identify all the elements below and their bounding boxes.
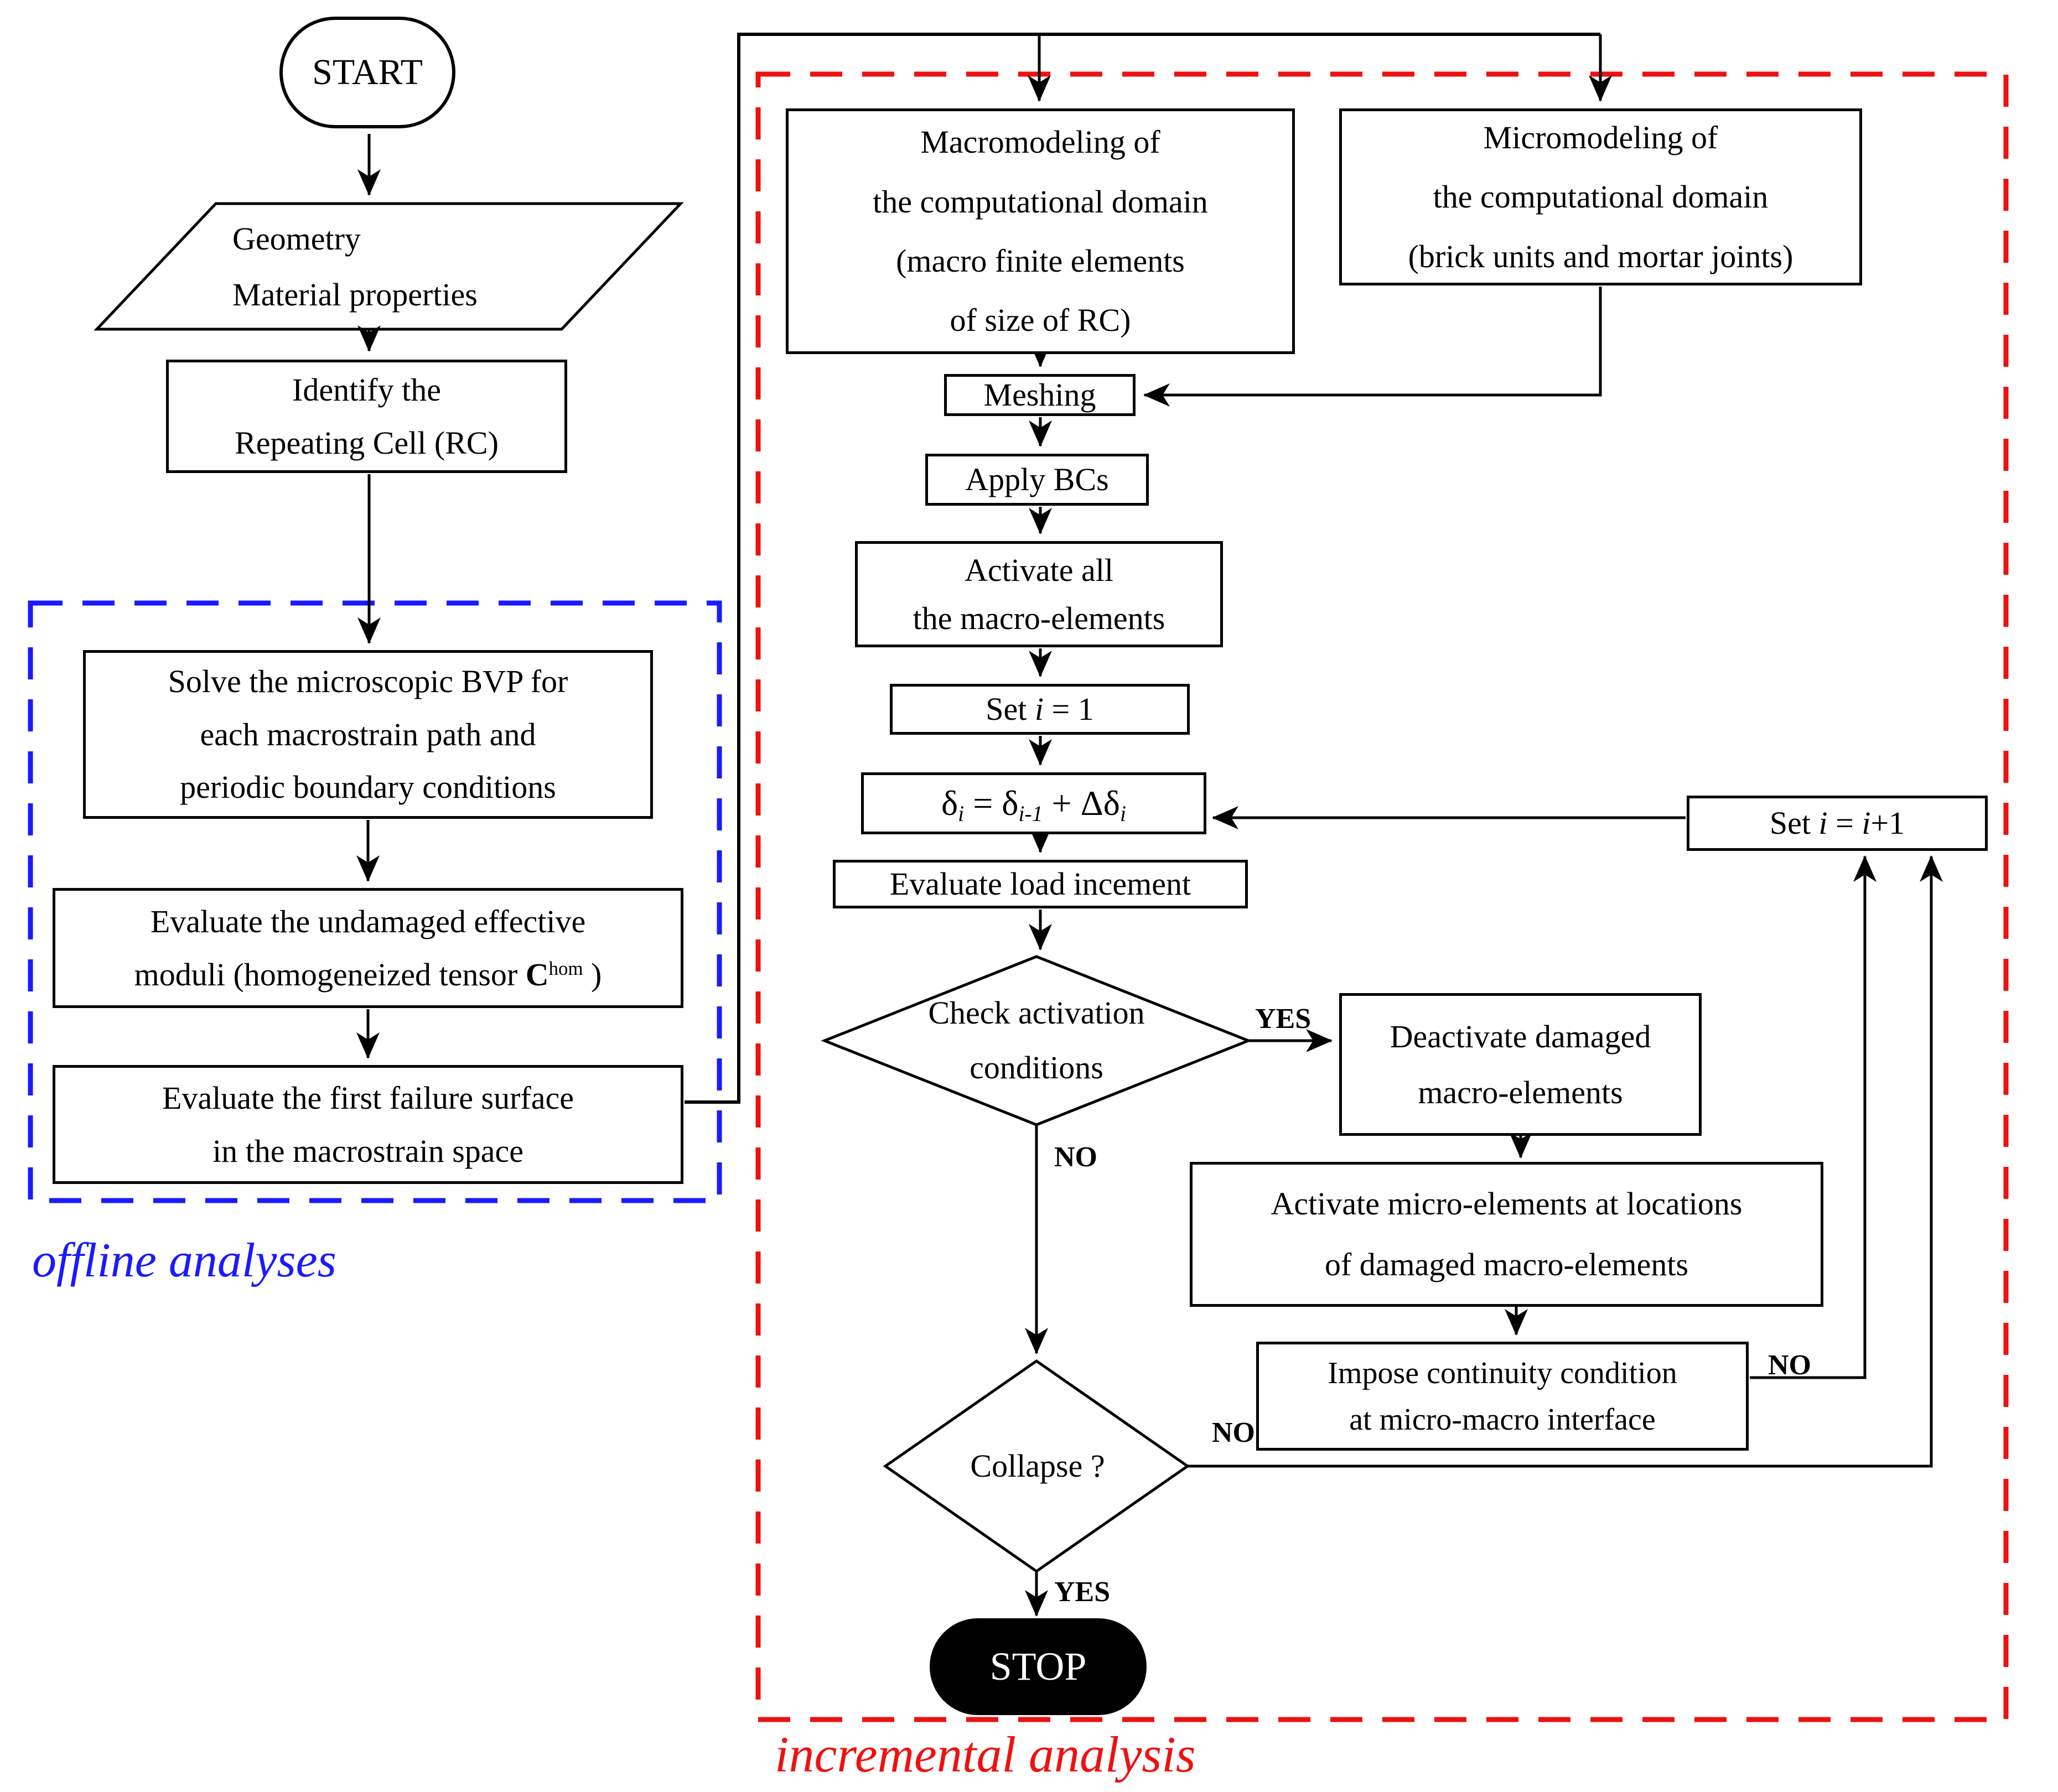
collapse-yes-label: YES bbox=[1054, 1576, 1111, 1608]
failure-line: in the macrostrain space bbox=[212, 1133, 524, 1169]
set-i-one-var: i bbox=[1034, 690, 1044, 727]
set-i-plus-var: i bbox=[1862, 804, 1871, 841]
identify-line: Identify the bbox=[292, 371, 441, 408]
set-i-plus-node bbox=[1687, 796, 1988, 851]
delta-subscript: i bbox=[1119, 801, 1126, 826]
impose-no-label: NO bbox=[1768, 1349, 1811, 1381]
macromodeling-node bbox=[786, 108, 1295, 354]
activate-micro-line: of damaged macro-elements bbox=[1324, 1246, 1689, 1282]
moduli-line2-post: ) bbox=[583, 956, 602, 993]
inputs-line: Material properties bbox=[232, 277, 478, 313]
delta-subscript: i-1 bbox=[1018, 801, 1043, 826]
stop-label: STOP bbox=[989, 1644, 1087, 1689]
deactivate-line: macro-elements bbox=[1418, 1074, 1623, 1110]
delta-subscript: i bbox=[958, 801, 965, 826]
impose-continuity-node bbox=[1256, 1342, 1749, 1451]
collapse-label: Collapse ? bbox=[970, 1447, 1105, 1484]
macromodeling-line: of size of RC) bbox=[950, 302, 1131, 339]
tensor-superscript: hom bbox=[548, 957, 583, 979]
set-i-one-label bbox=[986, 684, 1093, 735]
check-activation-line: Check activation bbox=[928, 995, 1145, 1031]
incremental-region-label: incremental analysis bbox=[775, 1726, 1196, 1783]
collapse-text bbox=[913, 1433, 1162, 1499]
moduli-line2-pre: moduli (homogeneized tensor bbox=[134, 956, 526, 993]
micromodeling-line: the computational domain bbox=[1433, 179, 1769, 215]
check-activation-text bbox=[865, 988, 1208, 1093]
first-failure-surface-node bbox=[53, 1065, 683, 1184]
set-i-one-part: = 1 bbox=[1044, 690, 1094, 727]
inputs-line: Geometry bbox=[232, 220, 361, 257]
deactivate-line: Deactivate damaged bbox=[1390, 1018, 1651, 1055]
micromodeling-node bbox=[1339, 108, 1862, 285]
delta-part: = δ bbox=[964, 783, 1019, 823]
deactivate-node bbox=[1339, 993, 1702, 1136]
moduli-line: Evaluate the undamaged effective bbox=[150, 903, 586, 939]
meshing-label: Meshing bbox=[983, 376, 1096, 413]
meshing-node bbox=[944, 374, 1136, 416]
set-i-plus-part: = bbox=[1827, 804, 1862, 841]
solve-line: each macrostrain path and bbox=[200, 716, 536, 752]
evaluate-load-node bbox=[833, 860, 1248, 908]
start-label: START bbox=[312, 52, 423, 93]
tensor-symbol: C bbox=[525, 956, 549, 993]
stop-node bbox=[930, 1618, 1147, 1715]
apply-bcs-node bbox=[925, 454, 1149, 506]
check-no-label: NO bbox=[1054, 1141, 1097, 1173]
failure-line: Evaluate the first failure surface bbox=[162, 1079, 574, 1116]
impose-line: Impose continuity condition bbox=[1328, 1355, 1677, 1390]
solve-line: Solve the microscopic BVP for bbox=[168, 663, 568, 699]
set-i-plus-part: Set bbox=[1769, 804, 1819, 841]
start-node bbox=[279, 17, 455, 128]
check-activation-line: conditions bbox=[970, 1050, 1103, 1085]
set-i-plus-part: +1 bbox=[1870, 804, 1905, 841]
activate-micro-line: Activate micro-elements at locations bbox=[1271, 1185, 1743, 1222]
moduli-line bbox=[134, 948, 602, 1001]
evaluate-load-label: Evaluate load incement bbox=[889, 865, 1191, 902]
delta-equation bbox=[941, 775, 1126, 832]
activate-macro-line: Activate all bbox=[965, 552, 1113, 588]
apply-bcs-label: Apply BCs bbox=[965, 461, 1109, 497]
delta-part: + Δδ bbox=[1043, 783, 1120, 823]
solve-line: periodic boundary conditions bbox=[180, 769, 556, 806]
impose-line: at micro-macro interface bbox=[1349, 1402, 1656, 1437]
micromodeling-line: Micromodeling of bbox=[1483, 120, 1718, 156]
set-i-plus-label bbox=[1770, 798, 1905, 849]
evaluate-moduli-node bbox=[53, 888, 683, 1008]
identify-line: Repeating Cell (RC) bbox=[235, 424, 499, 461]
offline-region-label: offline analyses bbox=[32, 1234, 336, 1287]
inputs-node bbox=[232, 211, 576, 322]
macromodeling-line: Macromodeling of bbox=[920, 124, 1160, 160]
delta-update-node bbox=[861, 772, 1206, 834]
set-i-one-part: Set bbox=[986, 690, 1035, 727]
activate-macro-line: the macro-elements bbox=[913, 600, 1165, 636]
delta-part: δ bbox=[941, 783, 958, 823]
activate-macro-node bbox=[855, 541, 1223, 647]
solve-bvp-node bbox=[83, 650, 653, 819]
set-i-one-node bbox=[890, 684, 1190, 735]
macromodeling-line: the computational domain bbox=[873, 183, 1208, 220]
collapse-no-label: NO bbox=[1212, 1417, 1255, 1448]
activate-micro-node bbox=[1190, 1162, 1823, 1307]
macromodeling-line: (macro finite elements bbox=[896, 243, 1185, 279]
micromodeling-line: (brick units and mortar joints) bbox=[1408, 238, 1793, 274]
check-yes-label: YES bbox=[1255, 1003, 1311, 1035]
identify-rc-node bbox=[166, 360, 567, 473]
set-i-plus-var: i bbox=[1818, 804, 1828, 841]
